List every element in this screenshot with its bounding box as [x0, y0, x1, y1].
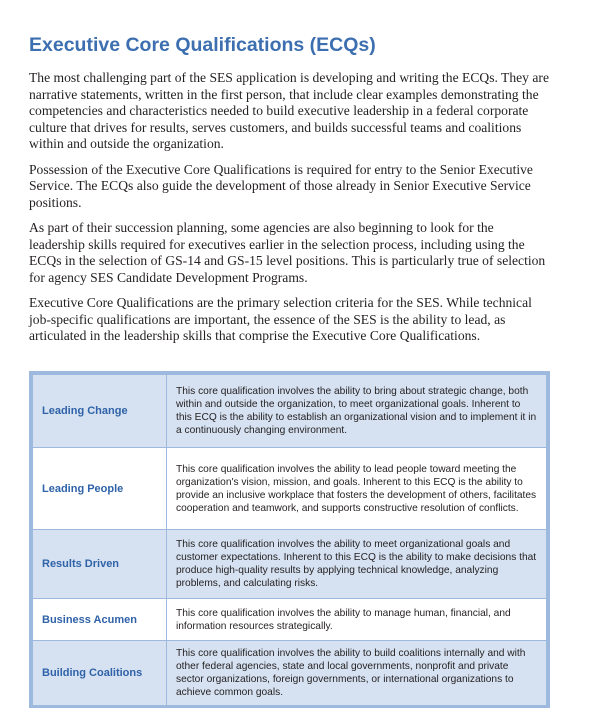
table-row — [33, 641, 547, 706]
table-row — [33, 530, 547, 599]
table-row — [33, 375, 547, 448]
qualification-name: Leading Change — [33, 375, 167, 448]
paragraph-succession-planning: As part of their succession planning, some agencies are also beginning to look for the leadership skills required for executives earlier in the selection process, including using the ECQs in the selection of GS-14 and GS-15 level positions. This is particularly true of selection for agency SES Candidate Development Programs. — [29, 220, 546, 285]
qualification-description: This core qualification involves the ability to bring about strategic change, both within and outside the organization, to meet organizational goals. Inherent to this ECQ is the ability to establish an organizational vision and to implement it in a continuously changing environment. — [167, 375, 547, 448]
qualification-description: This core qualification involves the ability to manage human, financial, and information resources strategically. — [167, 599, 547, 641]
ecq-table-grid — [32, 374, 547, 706]
qualification-description: This core qualification involves the ability to lead people toward meeting the organization's vision, mission, and goals. Inherent to this ECQ is the ability to provide an inclusive workplace that fosters the development of others, facilitates cooperation and teamwork, and supports constructive resolution of conflicts. — [167, 448, 547, 530]
paragraph-ecq-overview: The most challenging part of the SES application is developing and writing the ECQs. They are narrative statements, written in the first person, that include clear examples demonstrating the competencies and characteristics needed to build executive leadership in a federal corporate culture that drives for results, serves customers, and builds successful teams and coalitions within and outside the organization. — [29, 70, 549, 151]
paragraph-ecq-requirement: Possession of the Executive Core Qualifications is required for entry to the Senior Executive Service. The ECQs also guide the development of those already in Senior Executive Service positions. — [29, 161, 533, 210]
table-row — [33, 599, 547, 641]
ecq-table — [29, 371, 550, 708]
paragraph-selection-criteria: Executive Core Qualifications are the primary selection criteria for the SES. While technical job-specific qualifications are important, the essence of the SES is the ability to lead, as articulated in the leadership skills that comprise the Executive Core Qualifications. — [29, 295, 532, 343]
page-title: Executive Core Qualifications (ECQs) — [29, 34, 376, 56]
qualification-name: Results Driven — [33, 530, 167, 599]
qualification-name: Leading People — [33, 448, 167, 530]
qualification-name: Building Coalitions — [33, 641, 167, 706]
qualification-description: This core qualification involves the ability to meet organizational goals and customer expectations. Inherent to this ECQ is the ability to make decisions that produce high-quality results by applying technical knowledge, analyzing problems, and calculating risks. — [167, 530, 547, 599]
intro-text — [29, 70, 551, 354]
qualification-description: This core qualification involves the ability to build coalitions internally and with other federal agencies, state and local governments, nonprofit and private sector organizations, foreign governments, or international organizations to achieve common goals. — [167, 641, 547, 706]
table-row — [33, 448, 547, 530]
qualification-name: Business Acumen — [33, 599, 167, 641]
